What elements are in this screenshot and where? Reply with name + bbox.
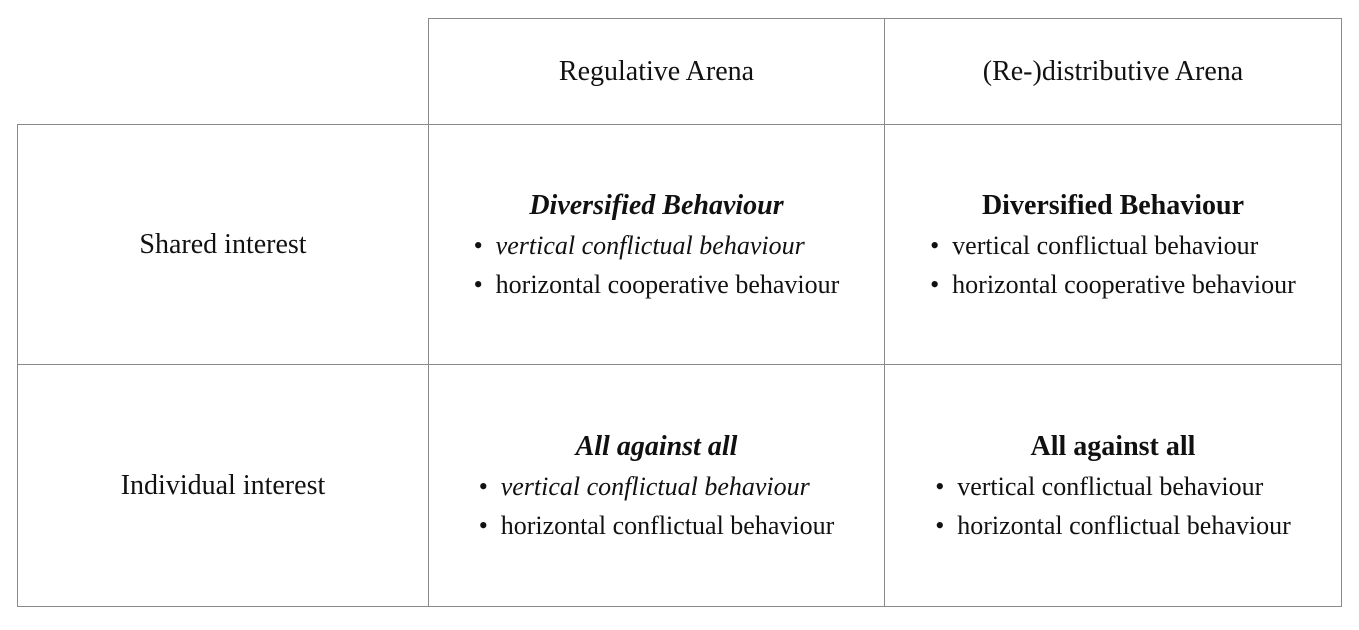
bullet-icon: •: [930, 230, 940, 260]
row-header-individual-interest: [17, 364, 429, 607]
cell-title: All against all: [575, 430, 738, 462]
bullet-icon: •: [935, 510, 945, 540]
bullet-icon: •: [473, 230, 483, 260]
list-item-text: horizontal conflictual behaviour: [500, 510, 835, 540]
list-item: [935, 506, 1291, 545]
list-item-text: vertical conflictual behaviour: [952, 230, 1259, 260]
list-item-text: horizontal cooperative behaviour: [952, 269, 1296, 299]
bullet-icon: •: [935, 471, 945, 501]
cell-individual-redistributive: [884, 364, 1342, 607]
list-item-text: horizontal conflictual behaviour: [957, 510, 1291, 540]
cell-content: [474, 186, 840, 304]
column-header-label: (Re-)distributive Arena: [982, 55, 1244, 87]
cell-content: [935, 427, 1291, 545]
list-item: [479, 506, 835, 545]
list-item: [474, 226, 840, 265]
cell-content: [479, 427, 835, 545]
cell-title: Diversified Behaviour: [529, 189, 784, 221]
list-item: [935, 467, 1291, 506]
bullet-icon: •: [478, 471, 488, 501]
bullet-icon: •: [478, 510, 488, 540]
row-header-shared-interest: [17, 124, 429, 365]
column-header-redistributive-arena: [884, 18, 1342, 125]
list-item-text: vertical conflictual behaviour: [495, 230, 805, 260]
row-header-label: Shared interest: [139, 228, 307, 260]
list-item: [474, 265, 840, 304]
cell-content: [930, 186, 1296, 304]
row-header-label: Individual interest: [120, 469, 326, 501]
cell-shared-redistributive: [884, 124, 1342, 365]
behaviour-list: [930, 226, 1296, 304]
bullet-icon: •: [473, 269, 483, 299]
bullet-icon: •: [930, 269, 940, 299]
cell-title: Diversified Behaviour: [981, 189, 1245, 221]
list-item: [479, 467, 835, 506]
behaviour-list: [479, 467, 835, 545]
cell-shared-regulative: [428, 124, 885, 365]
column-header-label: Regulative Arena: [558, 55, 755, 87]
behaviour-list: [474, 226, 840, 304]
list-item-text: vertical conflictual behaviour: [957, 471, 1264, 501]
behaviour-list: [935, 467, 1291, 545]
list-item-text: vertical conflictual behaviour: [500, 471, 810, 501]
list-item: [930, 265, 1296, 304]
list-item: [930, 226, 1296, 265]
column-header-regulative-arena: [428, 18, 885, 125]
cell-individual-regulative: [428, 364, 885, 607]
cell-title: All against all: [1030, 430, 1196, 462]
list-item-text: horizontal cooperative behaviour: [495, 269, 840, 299]
